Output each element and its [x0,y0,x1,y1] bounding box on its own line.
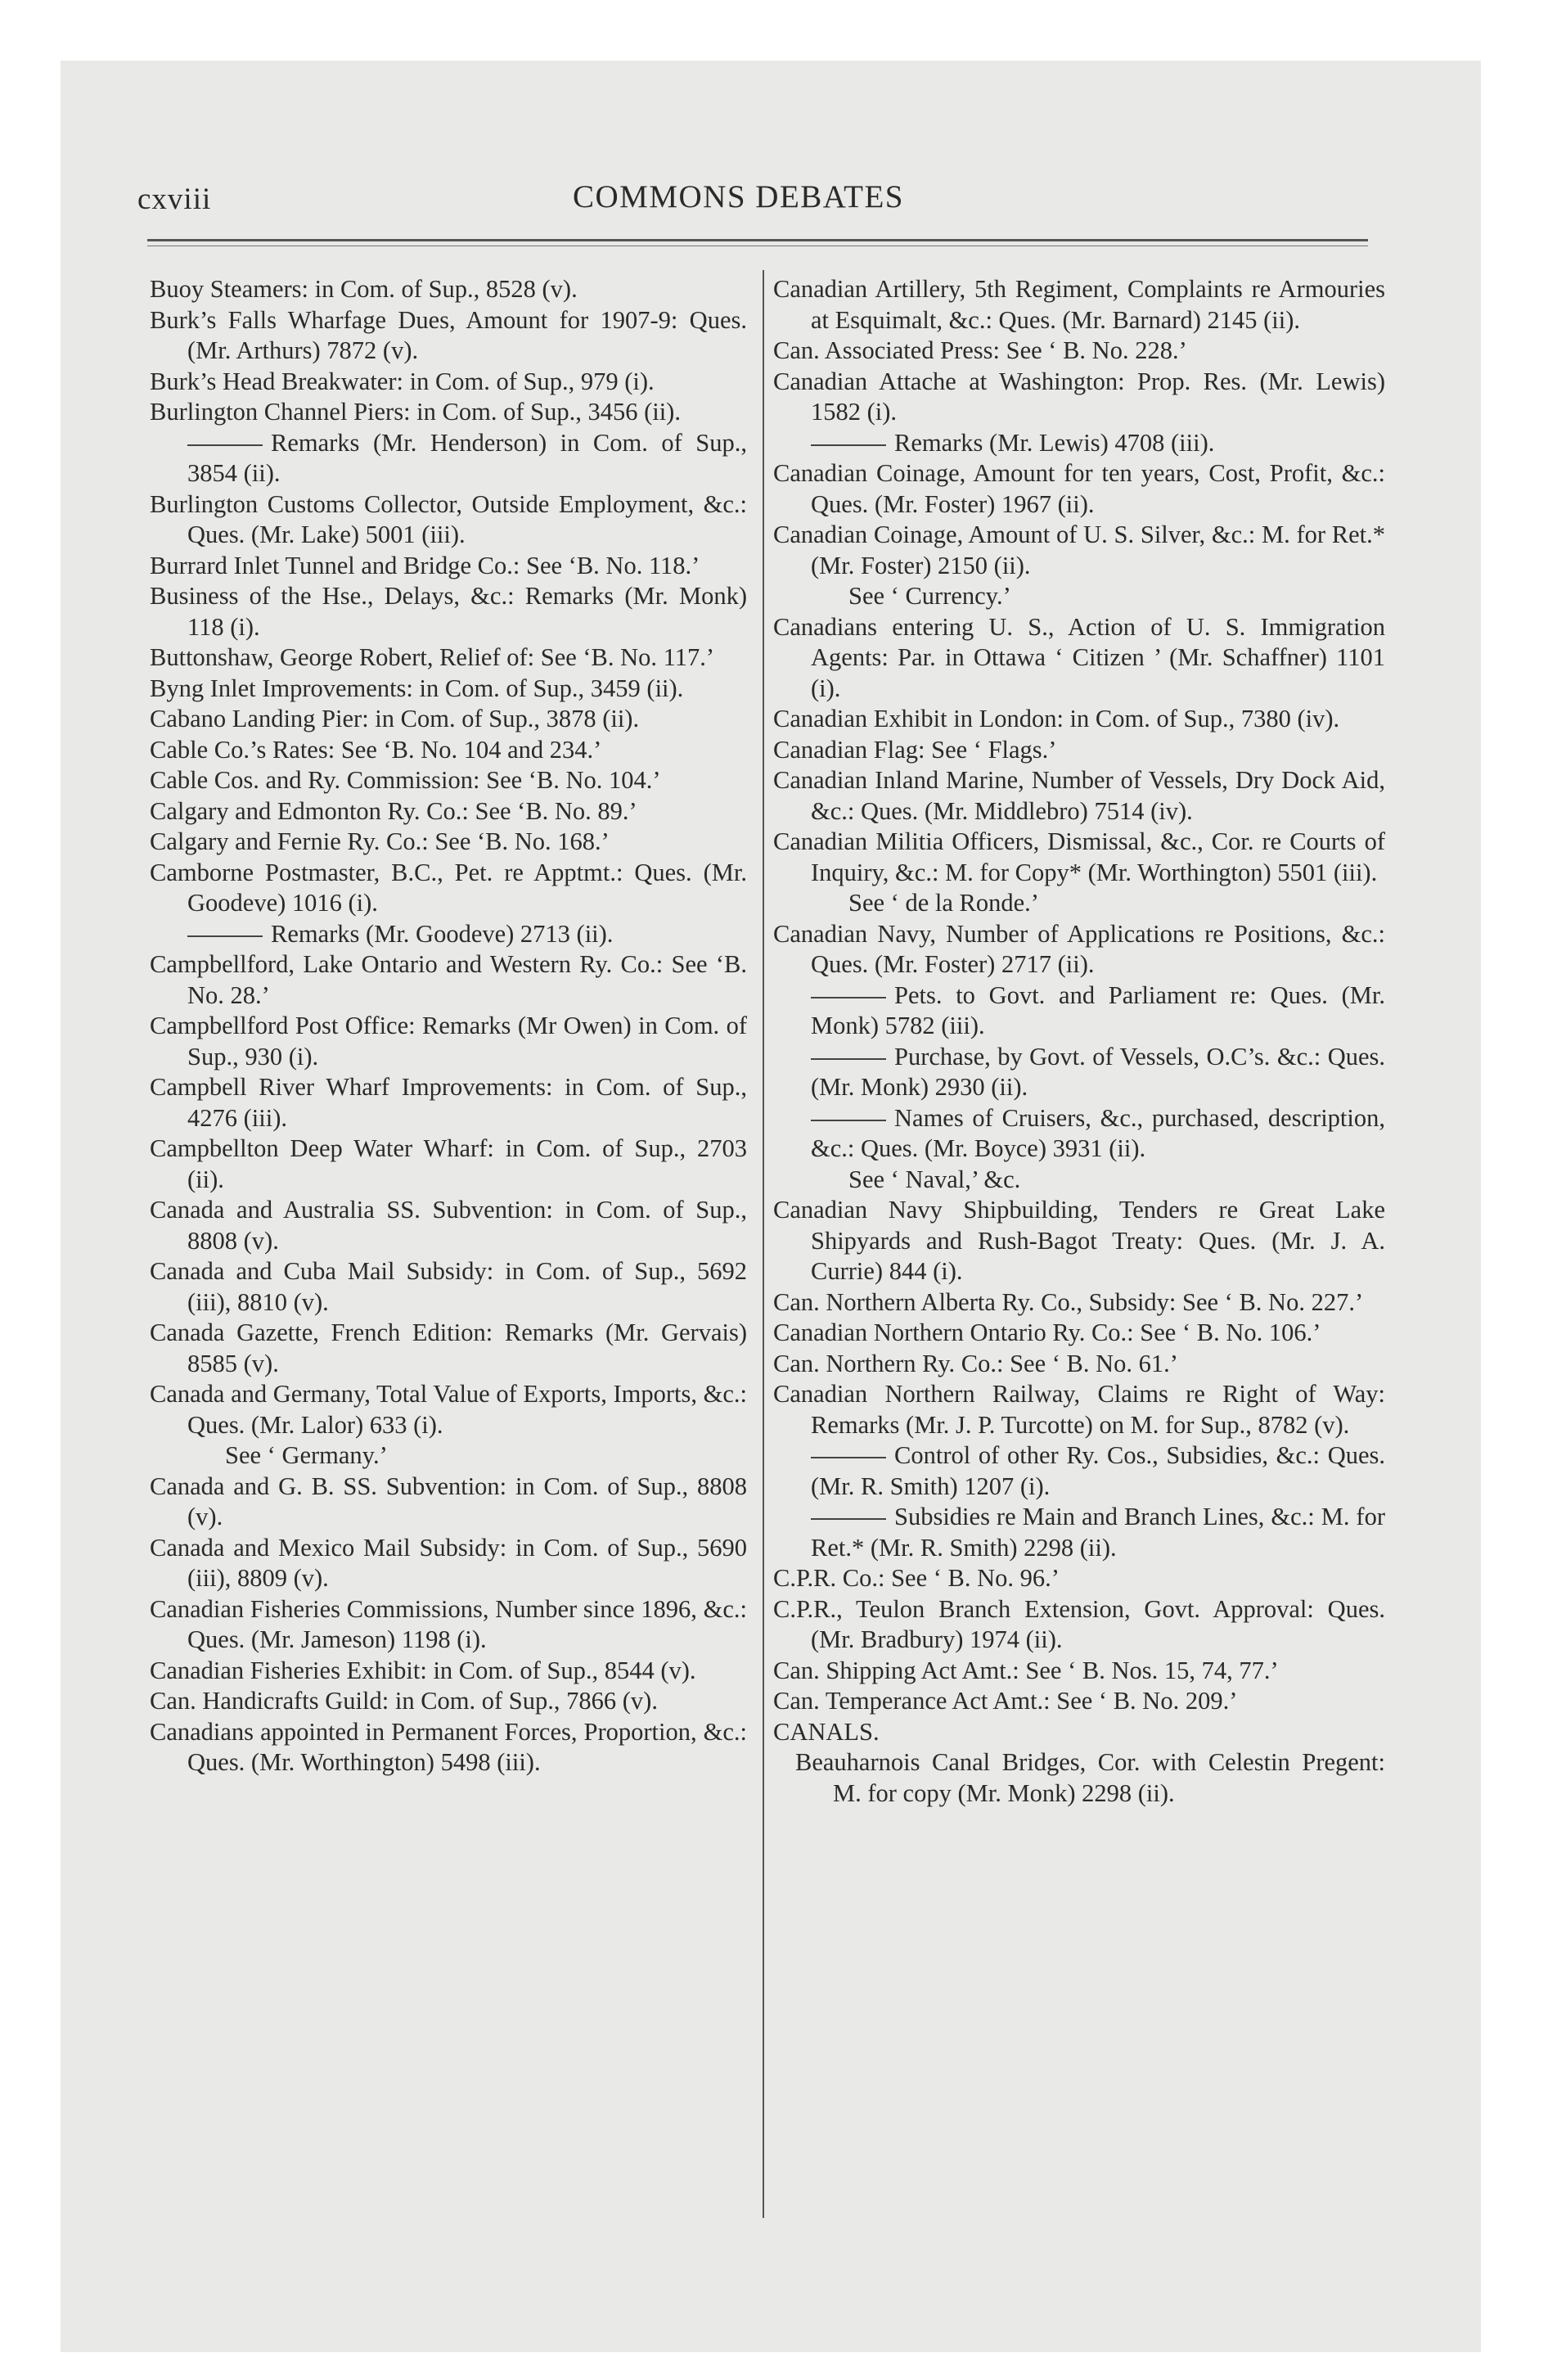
entry-text: Burlington Channel Piers: in Com. of Sup., 3456 (ii). [150,398,681,426]
index-entry [150,949,747,1011]
entry-text: Canadian Inland Marine, Number of Vessels, Dry Dock Aid, &c.: Ques. (Mr. Middlebro) 7514 (iv). [773,766,1385,825]
index-entry [773,735,1385,766]
entry-text: Cable Co.’s Rates: See ‘B. No. 104 and 234.’ [150,735,602,764]
index-entry [150,1318,747,1379]
index-entry [773,520,1385,581]
index-entry [773,1287,1385,1318]
entry-text: Burrard Inlet Tunnel and Bridge Co.: See ‘B. No. 118.’ [150,551,700,579]
index-entry [150,1594,747,1656]
entry-text: See ‘ de la Ronde.’ [848,889,1039,917]
index-entry [150,674,747,705]
entry-text: Can. Northern Alberta Ry. Co., Subsidy: See ‘ B. No. 227.’ [773,1287,1364,1316]
index-cross-reference [773,581,1385,612]
index-entry [150,489,747,551]
index-entry [773,1379,1385,1440]
index-cross-reference [773,888,1385,919]
left-column [150,274,747,1778]
entry-text: Burk’s Falls Wharfage Dues, Amount for 1907-9: Ques. (Mr. Arthurs) 7872 (v). [150,305,747,364]
entry-text: Canadian Northern Ontario Ry. Co.: See ‘ B. No. 106.’ [773,1318,1321,1346]
index-entry [150,1379,747,1440]
index-subentry [150,428,747,489]
index-entry [773,1594,1385,1656]
index-entry [150,305,747,367]
entry-text: Business of the Hse., Delays, &c.: Remarks (Mr. Monk) 118 (i). [150,582,747,641]
index-heading [773,1717,1385,1748]
repeat-dash [811,444,886,446]
index-entry [150,367,747,398]
entry-text: Can. Associated Press: See ‘ B. No. 228.’ [773,336,1187,364]
entry-text: C.P.R., Teulon Branch Extension, Govt. Approval: Ques. (Mr. Bradbury) 1974 (ii). [773,1594,1385,1653]
index-entry [150,1717,747,1778]
entry-text: Buoy Steamers: in Com. of Sup., 8528 (v). [150,275,578,303]
entry-text: Canadian Coinage, Amount of U. S. Silver, &c.: M. for Ret.* (Mr. Foster) 2150 (ii). [773,521,1385,579]
entry-text: See ‘ Germany.’ [225,1441,388,1469]
index-entry [150,1256,747,1318]
entry-text: Canadian Militia Officers, Dismissal, &c., Cor. re Courts of Inquiry, &c.: M. for Copy* (Mr. Worthington) 5501 (iii). [773,827,1385,886]
entry-text: Canadians appointed in Permanent Forces, Proportion, &c.: Ques. (Mr. Worthington) 5498 (iii). [150,1717,747,1776]
index-subentry [773,1042,1385,1103]
entry-text: Purchase, by Govt. of Vessels, O.C’s. &c.: Ques. (Mr. Monk) 2930 (ii). [811,1042,1385,1101]
index-entry [773,1563,1385,1594]
index-subentry [773,980,1385,1042]
entry-text: Burk’s Head Breakwater: in Com. of Sup., 979 (i). [150,367,655,395]
header-rule [147,239,1368,241]
running-head: COMMONS DEBATES [573,179,904,214]
entry-text: See ‘ Naval,’ &c. [848,1165,1021,1193]
index-entry [773,1747,1385,1809]
repeat-dash [811,1457,886,1458]
index-entry [150,1656,747,1687]
index-entry [150,274,747,305]
index-entry [150,551,747,582]
repeat-dash [811,997,886,998]
entry-text: Canadian Attache at Washington: Prop. Res. (Mr. Lewis) 1582 (i). [773,367,1385,426]
index-entry [150,642,747,674]
entry-text: C.P.R. Co.: See ‘ B. No. 96.’ [773,1564,1060,1592]
index-entry [150,1195,747,1256]
index-entry [150,397,747,428]
entry-text: Canadian Flag: See ‘ Flags.’ [773,735,1057,764]
entry-text: Remarks (Mr. Henderson) in Com. of Sup., 3854 (ii). [187,428,747,487]
entry-text: Camborne Postmaster, B.C., Pet. re Apptmt.: Ques. (Mr. Goodeve) 1016 (i). [150,858,747,917]
entry-text: Campbellford, Lake Ontario and Western Ry. Co.: See ‘B. No. 28.’ [150,950,747,1009]
entry-text: Canadian Navy Shipbuilding, Tenders re Great Lake Shipyards and Rush-Bagot Treaty: Ques. (Mr. J. A. Currie) 844 (i). [773,1196,1385,1285]
index-entry [773,274,1385,336]
entry-text: Buttonshaw, George Robert, Relief of: See ‘B. No. 117.’ [150,643,715,671]
index-entry [150,796,747,827]
index-entry [150,704,747,735]
repeat-dash [187,935,263,937]
index-entry [773,458,1385,520]
index-entry [150,1134,747,1195]
entry-text: Campbell River Wharf Improvements: in Com. of Sup., 4276 (iii). [150,1073,747,1132]
index-cross-reference [150,1440,747,1472]
entry-text: Can. Handicrafts Guild: in Com. of Sup., 7866 (v). [150,1687,658,1715]
entry-text: Canadian Fisheries Exhibit: in Com. of Sup., 8544 (v). [150,1656,696,1684]
index-entry [773,367,1385,428]
entry-text: Canadian Artillery, 5th Regiment, Complaints re Armouries at Esquimalt, &c.: Ques. (Mr. Barnard) 2145 (ii). [773,275,1385,334]
index-entry [773,1318,1385,1349]
index-entry [150,827,747,858]
entry-text: Canadians entering U. S., Action of U. S. Immigration Agents: Par. in Ottawa ‘ Citizen ’ (Mr. Schaffner) 1101 (i). [773,612,1385,702]
entry-text: Remarks (Mr. Goodeve) 2713 (ii). [271,919,614,948]
entry-text: Subsidies re Main and Branch Lines, &c.: M. for Ret.* (Mr. R. Smith) 2298 (ii). [811,1503,1385,1562]
index-entry [150,581,747,642]
entry-text: Canada and Australia SS. Subvention: in Com. of Sup., 8808 (v). [150,1196,747,1255]
index-entry [773,336,1385,367]
repeat-dash [187,444,263,446]
index-entry [773,765,1385,827]
entry-text: Burlington Customs Collector, Outside Employment, &c.: Ques. (Mr. Lake) 5001 (iii). [150,489,747,548]
right-column [773,274,1385,1809]
entry-text: Remarks (Mr. Lewis) 4708 (iii). [894,428,1215,457]
entry-text: Canadian Fisheries Commissions, Number since 1896, &c.: Ques. (Mr. Jameson) 1198 (i). [150,1594,747,1653]
index-entry [150,735,747,766]
index-subentry [773,1440,1385,1502]
repeat-dash [811,1058,886,1060]
index-entry [773,1195,1385,1287]
repeat-dash [811,1120,886,1121]
entry-text: Canadian Northern Railway, Claims re Right of Way: Remarks (Mr. J. P. Turcotte) on M. for Sup., 8782 (v). [773,1380,1385,1439]
entry-text: Canada and Mexico Mail Subsidy: in Com. of Sup., 5690 (iii), 8809 (v). [150,1533,747,1592]
index-entry [150,1011,747,1072]
index-entry [773,1686,1385,1717]
index-entry [150,1686,747,1717]
index-cross-reference [773,1165,1385,1196]
entry-text: Canada Gazette, French Edition: Remarks (Mr. Gervais) 8585 (v). [150,1318,747,1377]
entry-text: Campbellton Deep Water Wharf: in Com. of Sup., 2703 (ii). [150,1134,747,1193]
entry-text: CANALS. [773,1717,880,1746]
index-entry [773,1656,1385,1687]
index-entry [773,612,1385,705]
index-entry [150,858,747,919]
entry-text: Canada and G. B. SS. Subvention: in Com. of Sup., 8808 (v). [150,1472,747,1530]
entry-text: Calgary and Fernie Ry. Co.: See ‘B. No. 168.’ [150,827,610,855]
entry-text: Canadian Exhibit in London: in Com. of Sup., 7380 (iv). [773,705,1340,732]
entry-text: Canada and Germany, Total Value of Exports, Imports, &c.: Ques. (Mr. Lalor) 633 (i). [150,1380,747,1439]
entry-text: Pets. to Govt. and Parliament re: Ques. (Mr. Monk) 5782 (iii). [811,980,1385,1039]
entry-text: Cabano Landing Pier: in Com. of Sup., 3878 (ii). [150,705,640,732]
entry-text: Canadian Navy, Number of Applications re Positions, &c.: Ques. (Mr. Foster) 2717 (ii). [773,919,1385,978]
index-subentry [773,428,1385,459]
index-subentry [773,1103,1385,1165]
index-entry [773,919,1385,980]
index-entry [150,1533,747,1594]
index-entry [150,1072,747,1134]
entry-text: Can. Northern Ry. Co.: See ‘ B. No. 61.’ [773,1349,1178,1377]
entry-text: Can. Shipping Act Amt.: See ‘ B. Nos. 15, 74, 77.’ [773,1656,1279,1684]
entry-text: Can. Temperance Act Amt.: See ‘ B. No. 209.’ [773,1687,1238,1715]
index-entry [150,765,747,796]
entry-text: Names of Cruisers, &c., purchased, description, &c.: Ques. (Mr. Boyce) 3931 (ii). [811,1103,1385,1162]
entry-text: Cable Cos. and Ry. Commission: See ‘B. No. 104.’ [150,766,661,794]
entry-text: Canada and Cuba Mail Subsidy: in Com. of Sup., 5692 (iii), 8810 (v). [150,1257,747,1316]
page-number: cxviii [137,183,212,216]
entry-text: Calgary and Edmonton Ry. Co.: See ‘B. No. 89.’ [150,796,637,825]
index-entry [150,1472,747,1533]
index-subentry [150,919,747,950]
entry-text: See ‘ Currency.’ [848,582,1011,610]
entry-text: Canadian Coinage, Amount for ten years, Cost, Profit, &c.: Ques. (Mr. Foster) 1967 (ii). [773,459,1385,518]
index-entry [773,704,1385,735]
column-divider [763,270,764,2218]
index-entry [773,1349,1385,1380]
entry-text: Control of other Ry. Cos., Subsidies, &c.: Ques. (Mr. R. Smith) 1207 (i). [811,1441,1385,1500]
index-entry [773,827,1385,888]
index-subentry [773,1502,1385,1563]
entry-text: Campbellford Post Office: Remarks (Mr Owen) in Com. of Sup., 930 (i). [150,1012,747,1071]
entry-text: Byng Inlet Improvements: in Com. of Sup., 3459 (ii). [150,674,684,702]
entry-text: Beauharnois Canal Bridges, Cor. with Celestin Pregent: M. for copy (Mr. Monk) 2298 (ii). [795,1748,1385,1807]
repeat-dash [811,1518,886,1520]
